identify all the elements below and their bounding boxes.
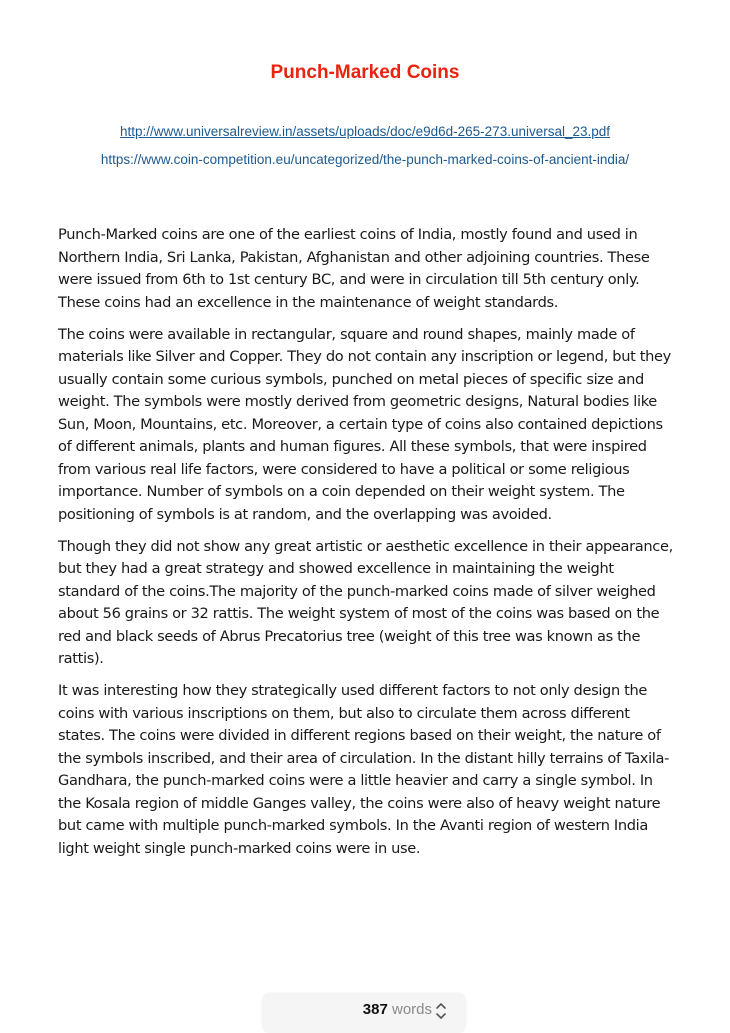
word-count-value: 387 [362, 1001, 388, 1018]
paragraph: Though they did not show any great artistic or aesthetic excellence in their appearance, but they had a great strategy and showed excellence in maintaining the weight standard of the coins.The majority of the punch-marked coins made of silver weighed about 56 grains or 32 rattis. The weight system of most of the coins was based on the red and black seeds of Abrus Precatorius tree (weight of this tree was known as the rattis). [58, 537, 673, 667]
word-count-unit: words [387, 1001, 432, 1018]
paragraph: The coins were available in rectangular, square and round shapes, mainly made of materials like Silver and Copper. They do not contain any inscription or legend, but they usually contain some curious symbols, punched on metal pieces of specific size and weight. The symbols were mostly derived from geometric designs, Natural bodies like Sun, Moon, Mountains, etc. Moreover, a certain type of coins also contained depictions of different animals, plants and human figures. All these symbols, that were inspired from various real life factors, were considered to have a political or some religious importance. Number of symbols on a coin depended on their weight system. The positioning of symbols is at random, and the overlapping was avoided. [58, 325, 671, 523]
up-down-chevron-icon[interactable] [434, 1000, 448, 1022]
word-count-label [262, 1001, 432, 1018]
word-count-pill[interactable] [262, 993, 466, 1033]
document-title: Punch-Marked Coins [270, 62, 460, 83]
paragraph: It was interesting how they strategically used different factors to not only design the coins with various inscriptions on them, but also to circulate them across different states. The coins were divided in different regions based on their weight, the nature of the symbols inscribed, and their area of circulation. In the distant hilly terrains of Taxila-Gandhara, the punch-marked coins were a little heavier and carry a single symbol. In the Kosala region of middle Ganges valley, the coins were also of heavy weight nature but came with multiple punch-marked symbols. In the Avanti region of western India light weight single punch-marked coins were in use. [58, 682, 669, 857]
source-link-coin-competition[interactable]: https://www.coin-competition.eu/uncategorized/the-punch-marked-coins-of-ancient-india/ [100, 152, 630, 167]
document-body [58, 224, 678, 870]
source-link-universalreview[interactable]: http://www.universalreview.in/assets/uploads/doc/e9d6d-265-273.universal_23.pdf [119, 124, 611, 139]
paragraph: Punch-Marked coins are one of the earliest coins of India, mostly found and used in Northern India, Sri Lanka, Pakistan, Afghanistan and other adjoining countries. These were issued from 6th to 1st century BC, and were in circulation till 5th century only. These coins had an excellence in the maintenance of weight standards. [58, 226, 650, 311]
